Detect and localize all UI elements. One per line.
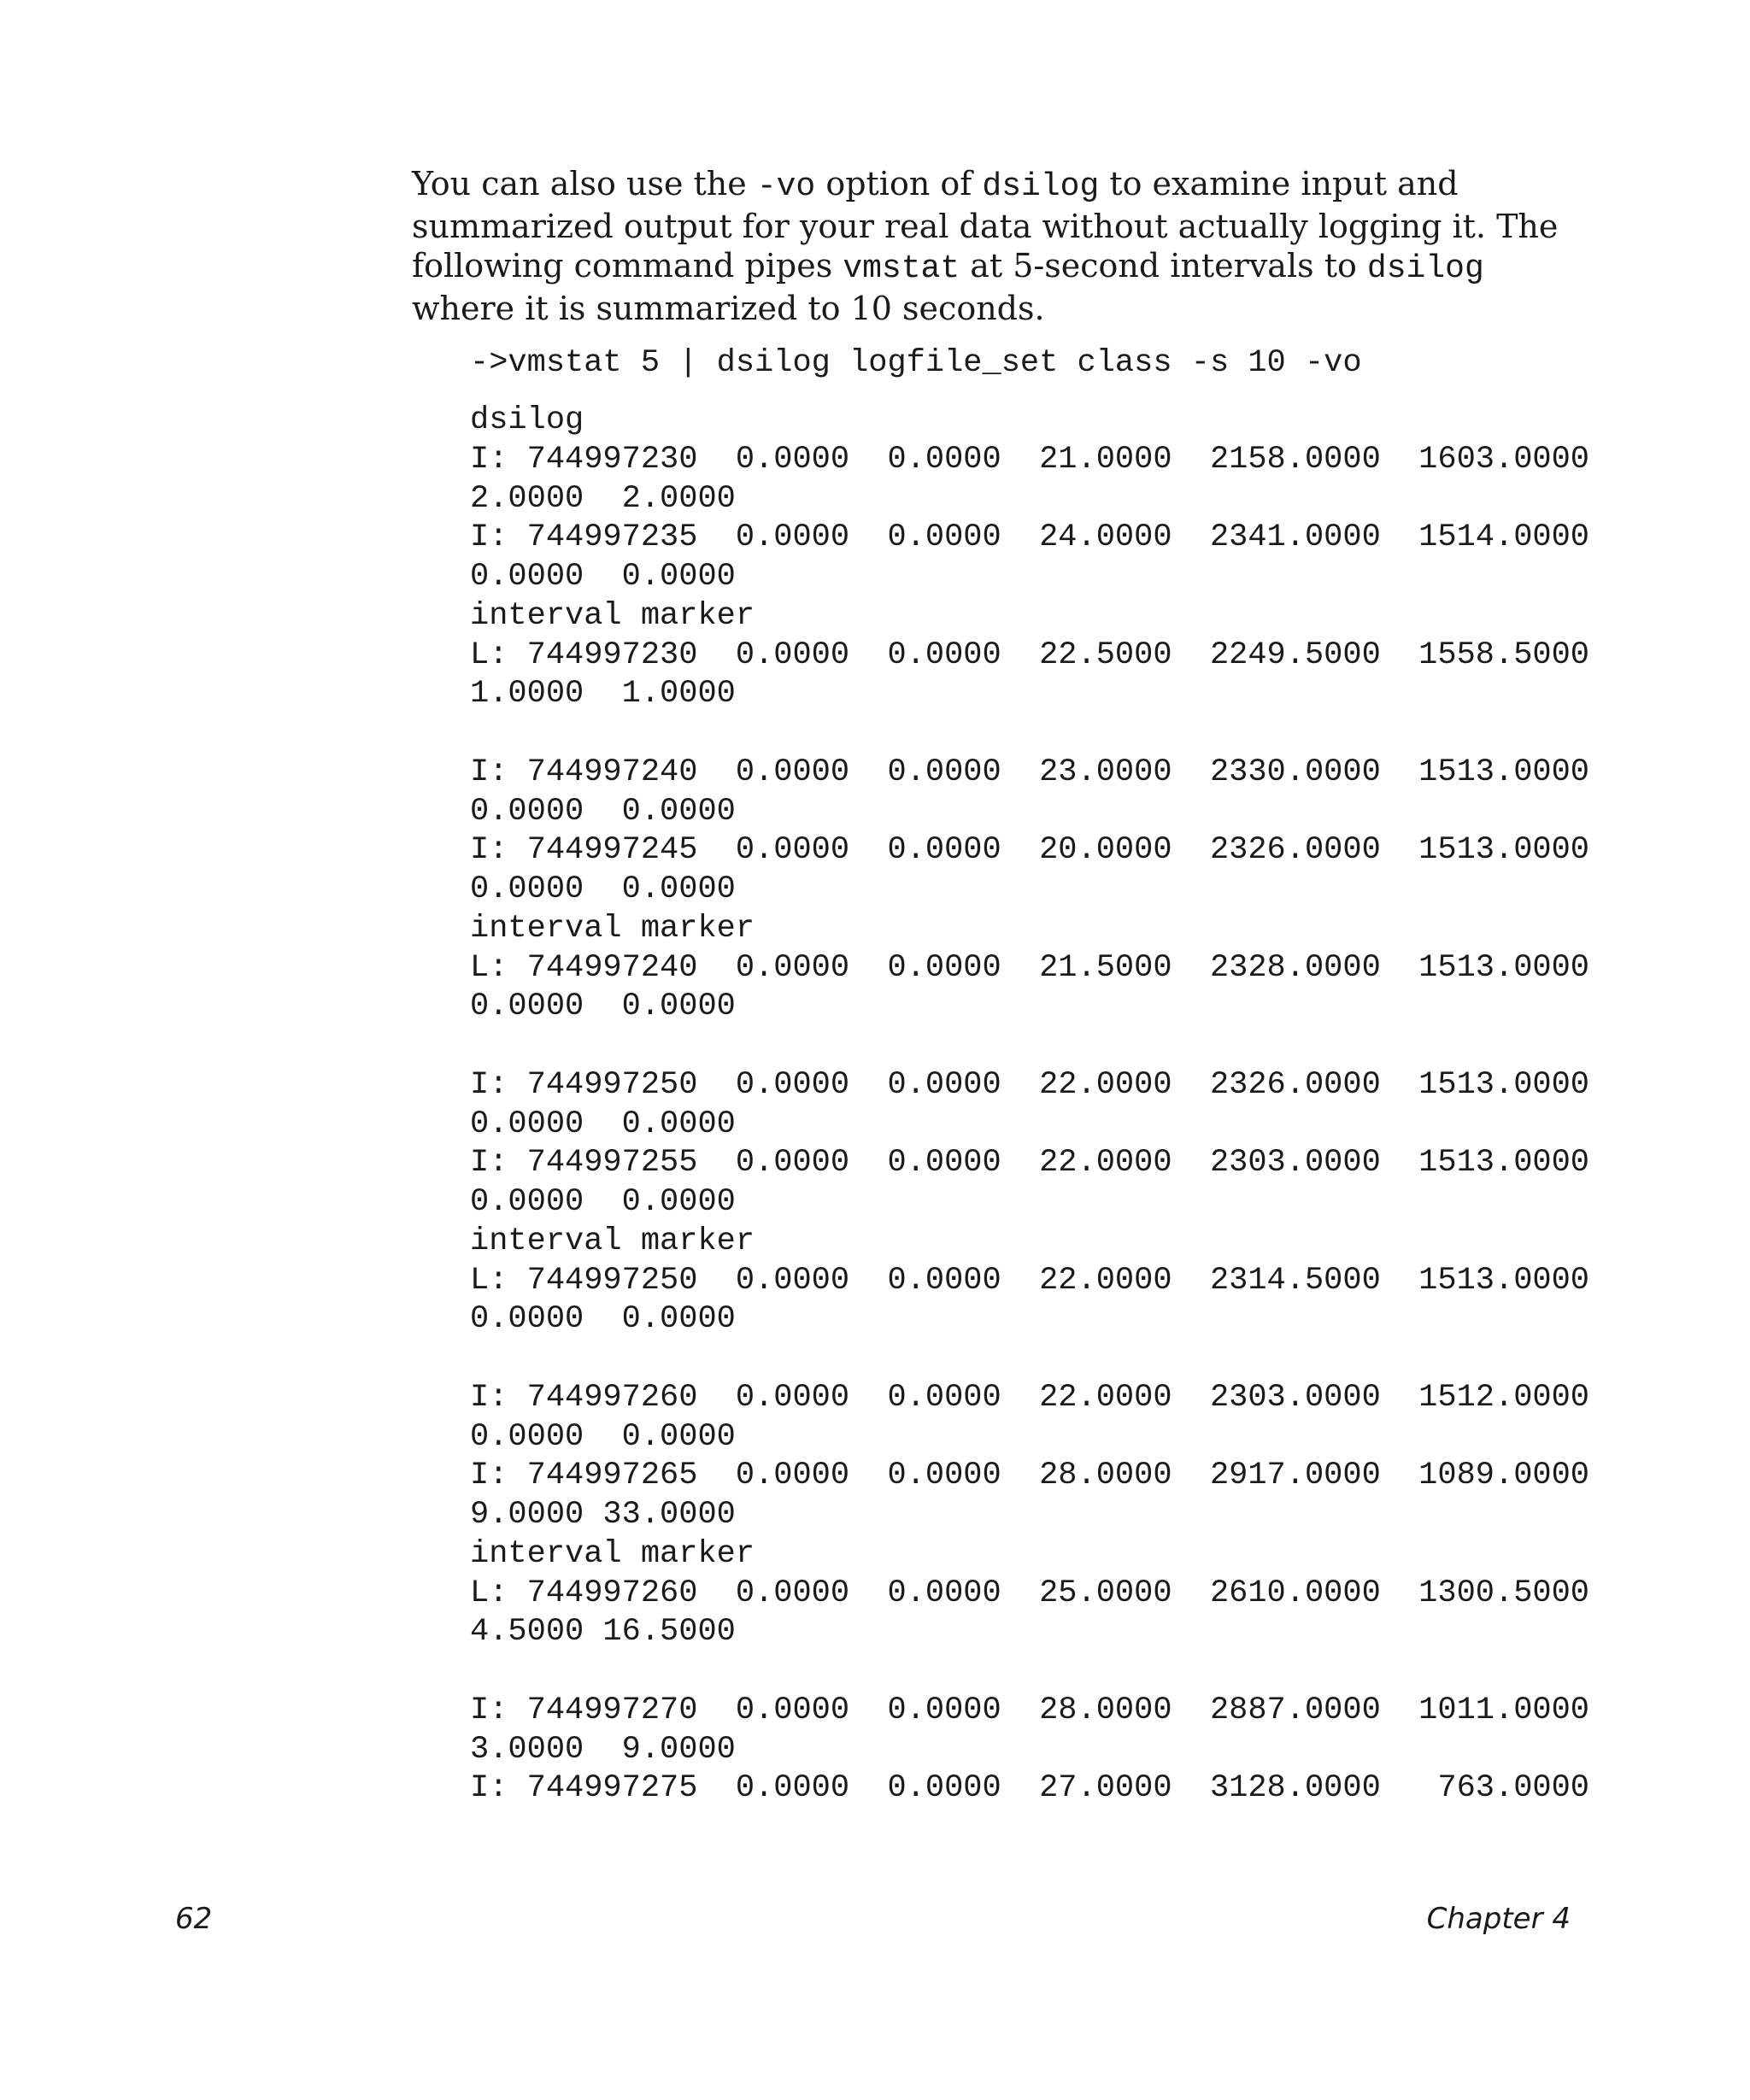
output-line: I: 744997235 0.0000 0.0000 24.0000 2341.0000 1514.0000 [470, 519, 1590, 556]
output-line [470, 1652, 1589, 1692]
command-output [470, 402, 1589, 1809]
output-line: interval marker [470, 1223, 755, 1259]
output-line: 9.0000 33.0000 [470, 1497, 736, 1533]
output-line: 3.0000 9.0000 [470, 1731, 736, 1768]
output-line [470, 1027, 1589, 1066]
chapter-label: Chapter 4 [1426, 1902, 1571, 1936]
output-line: 0.0000 0.0000 [470, 559, 736, 595]
output-line: I: 744997255 0.0000 0.0000 22.0000 2303.0000 1513.0000 [470, 1145, 1590, 1182]
inline-code-vmstat: vmstat [843, 250, 960, 287]
inline-code-dsilog-2: dsilog [1366, 250, 1484, 287]
output-line: L: 744997230 0.0000 0.0000 22.5000 2249.5000 1558.5000 [470, 636, 1590, 673]
output-line: L: 744997240 0.0000 0.0000 21.5000 2328.0000 1513.0000 [470, 949, 1590, 986]
output-line: L: 744997260 0.0000 0.0000 25.0000 2610.0000 1300.5000 [470, 1575, 1590, 1611]
output-line: L: 744997250 0.0000 0.0000 22.0000 2314.5000 1513.0000 [470, 1262, 1590, 1299]
output-line: interval marker [470, 597, 755, 634]
output-line [470, 1340, 1589, 1379]
intro-text-1: You can also use the [412, 165, 757, 202]
output-line: I: 744997265 0.0000 0.0000 28.0000 2917.0000 1089.0000 [470, 1458, 1590, 1494]
output-line: 2.0000 2.0000 [470, 480, 736, 517]
output-line: 0.0000 0.0000 [470, 1301, 736, 1338]
output-line: 0.0000 0.0000 [470, 1418, 736, 1455]
intro-text-5: where it is summarized to 10 seconds. [412, 290, 1045, 327]
page-number: 62 [175, 1902, 213, 1936]
intro-text-2: option of [815, 165, 983, 202]
output-line [470, 714, 1589, 754]
output-line: 4.5000 16.5000 [470, 1614, 736, 1651]
command-line: ->vmstat 5 | dsilog logfile_set class -s 10 -vo [470, 345, 1362, 381]
intro-paragraph [412, 164, 1591, 328]
output-line: interval marker [470, 910, 755, 947]
output-line: 0.0000 0.0000 [470, 793, 736, 830]
output-line: I: 744997270 0.0000 0.0000 28.0000 2887.0000 1011.0000 [470, 1692, 1590, 1728]
inline-code-dsilog: dsilog [982, 168, 1100, 205]
inline-code-vo: -vo [756, 168, 816, 205]
output-line: 0.0000 0.0000 [470, 871, 736, 907]
output-line: 1.0000 1.0000 [470, 676, 736, 713]
output-line: I: 744997260 0.0000 0.0000 22.0000 2303.0000 1512.0000 [470, 1379, 1590, 1416]
output-line: 0.0000 0.0000 [470, 988, 736, 1025]
intro-text-4: at 5-second intervals to [960, 247, 1367, 284]
intro-text-3: to examine input and summarized output for your real data without actually logging it. The following command pipes [412, 165, 1559, 284]
output-line: I: 744997240 0.0000 0.0000 23.0000 2330.0000 1513.0000 [470, 754, 1590, 790]
output-line: I: 744997245 0.0000 0.0000 20.0000 2326.0000 1513.0000 [470, 832, 1590, 869]
output-line: dsilog [470, 402, 584, 438]
output-line: I: 744997250 0.0000 0.0000 22.0000 2326.0000 1513.0000 [470, 1066, 1590, 1103]
output-line: 0.0000 0.0000 [470, 1106, 736, 1142]
output-line: I: 744997230 0.0000 0.0000 21.0000 2158.0000 1603.0000 [470, 441, 1590, 478]
output-line: 0.0000 0.0000 [470, 1184, 736, 1220]
output-line: I: 744997275 0.0000 0.0000 27.0000 3128.0000 763.0000 [470, 1770, 1590, 1807]
output-line: interval marker [470, 1535, 755, 1572]
